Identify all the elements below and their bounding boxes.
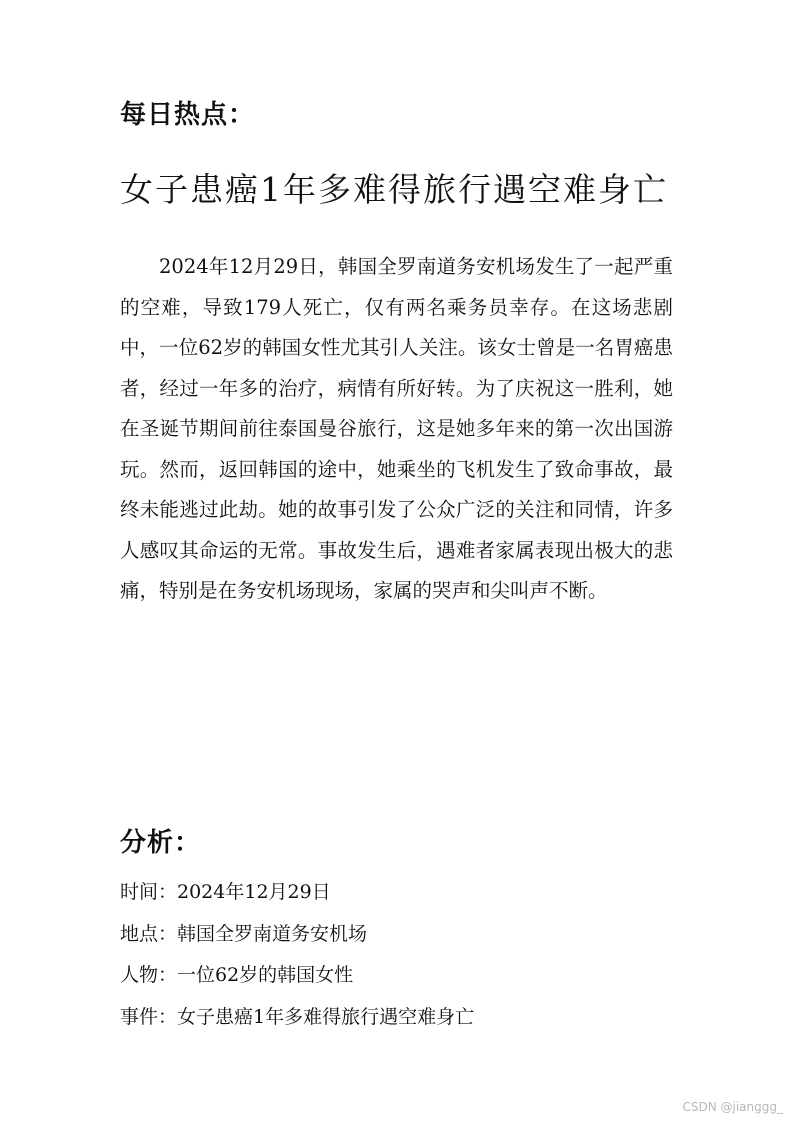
analysis-item-event: 事件：女子患癌1年多难得旅行遇空难身亡 bbox=[120, 1005, 475, 1028]
section-label-analysis: 分析： bbox=[120, 828, 202, 858]
article-headline: 女子患癌1年多难得旅行遇空难身亡 bbox=[120, 170, 668, 209]
csdn-watermark: CSDN @jianggg_ bbox=[682, 1100, 783, 1114]
section-label-daily-hot: 每日热点： bbox=[120, 100, 256, 130]
analysis-item-time: 时间：2024年12月29日 bbox=[120, 881, 331, 903]
analysis-item-person: 人物：一位62岁的韩国女性 bbox=[120, 964, 354, 986]
analysis-list bbox=[120, 872, 680, 1038]
analysis-item-location: 地点：韩国全罗南道务安机场 bbox=[120, 922, 368, 945]
article-body: 2024年12月29日，韩国全罗南道务安机场发生了一起严重的空难，导致179人死亡，仅有两名乘务员幸存。在这场悲剧中，一位62岁的韩国女性尤其引人关注。该女士曾是一名胃癌患者，经过一年多的治疗，病情有所好转。为了庆祝这一胜利，她在圣诞节期间前往泰国曼谷旅行，这是她多年来的第一次出国游玩。然而，返回韩国的途中，她乘坐的飞机发生了致命事故，最终未能逃过此劫。她的故事引发了公众广泛的关注和同情，许多人感叹其命运的无常。事故发生后，遇难者家属表现出极大的悲痛，特别是在务安机场现场，家属的哭声和尖叫声不断。 bbox=[120, 255, 673, 602]
